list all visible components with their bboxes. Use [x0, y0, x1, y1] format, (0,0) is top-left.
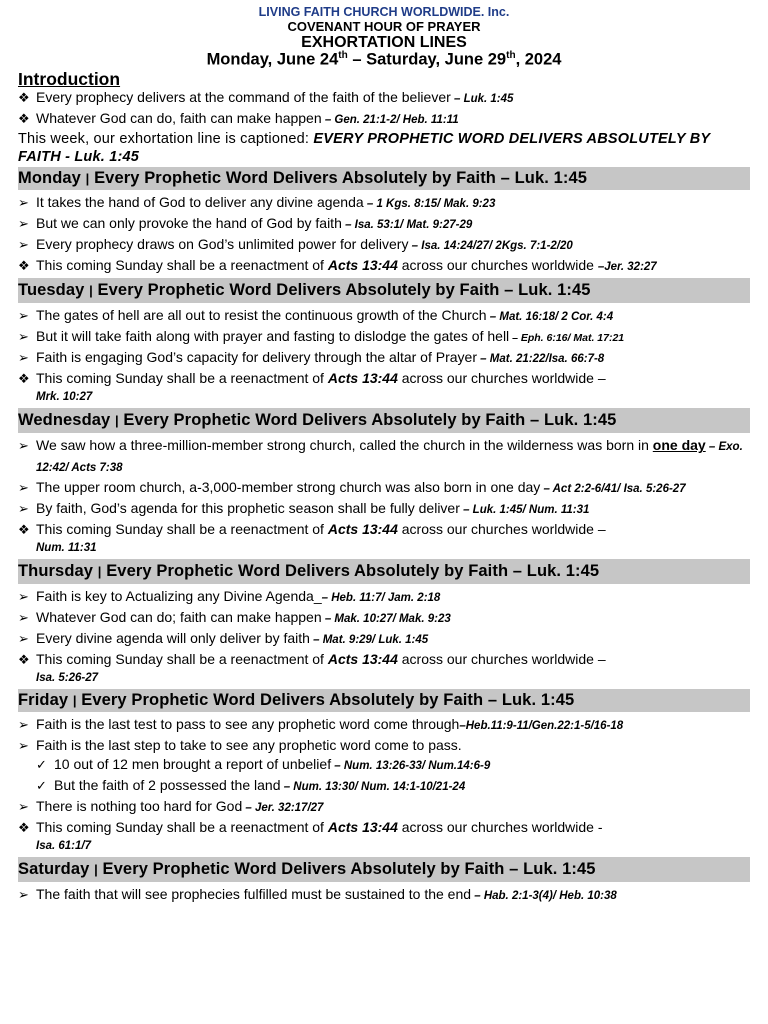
sunday-ref: Num. 11:31	[36, 542, 97, 555]
arrow-icon: ➢	[18, 438, 29, 454]
day-heading-thursday	[18, 559, 750, 584]
arrow-icon: ➢	[18, 308, 29, 324]
sunday-acts: Acts 13:44	[327, 521, 398, 538]
item-ref: – 1 Kgs. 8:15/ Mak. 9:23	[363, 198, 496, 211]
sunday-item	[18, 818, 750, 856]
list-item	[18, 715, 750, 736]
item-ref: – Heb. 11:7/ Jam. 2:18	[321, 592, 441, 605]
arrow-icon: ➢	[18, 216, 29, 232]
end-day: – Saturday, June 29	[347, 50, 507, 69]
arrow-icon: ➢	[18, 610, 29, 626]
day-heading-friday	[18, 689, 750, 712]
arrow-icon: ➢	[18, 329, 29, 345]
item-ref: – Mak. 10:27/ Mak. 9:23	[321, 613, 451, 626]
separator: |	[114, 413, 119, 429]
sunday-item	[18, 369, 750, 407]
caption-bold: EVERY PROPHETIC WORD DELIVERS ABSOLUTELY BY FAITH - Luk. 1:45	[18, 131, 711, 166]
day-heading-monday	[18, 167, 750, 190]
sunday-acts: Acts 13:44	[327, 370, 398, 387]
sunday-post: across our churches worldwide	[397, 651, 598, 668]
item-text: Faith is the last test to pass to see any prophetic word come through	[36, 716, 460, 733]
program-name: COVENANT HOUR OF PRAYER	[287, 18, 481, 34]
sunday-ref: Mrk. 10:27	[36, 391, 93, 404]
check-icon: ✓	[36, 757, 47, 773]
list-item	[18, 797, 750, 818]
item-text: The upper room church, a-3,000-member strong church was also born in one day	[36, 479, 541, 496]
start-day: Monday, June 24	[206, 50, 339, 69]
sub-item	[18, 755, 750, 776]
item-text: 10 out of 12 men brought a report of unbelief	[54, 756, 332, 773]
diamond-icon: ❖	[18, 820, 30, 836]
item-ref: – Hab. 2:1-3(4)/ Heb. 10:38	[471, 890, 617, 903]
day-name: Thursday	[18, 562, 94, 581]
sunday-post: across our churches worldwide	[397, 370, 598, 387]
sunday-pre: This coming Sunday shall be a reenactment of	[36, 651, 328, 668]
diamond-icon: ❖	[18, 522, 30, 538]
arrow-icon: ➢	[18, 717, 29, 733]
separator: |	[85, 171, 90, 187]
item-text: But we can only provoke the hand of God by faith	[36, 215, 342, 232]
arrow-icon: ➢	[18, 350, 29, 366]
item-text: We saw how a three-million-member strong church, called the church in the wilderness was born in	[36, 437, 653, 454]
list-item	[18, 306, 750, 327]
item-ref: – Act 2:2-6/41/ Isa. 5:26-27	[540, 483, 686, 496]
list-item	[18, 608, 750, 629]
item-ref: – Jer. 32:17/27	[242, 802, 324, 815]
sunday-ref: Isa. 5:26-27	[36, 672, 99, 685]
item-text: Whatever God can do; faith can make happen	[36, 609, 322, 626]
separator: |	[94, 862, 98, 878]
date-range	[18, 51, 750, 69]
arrow-icon: ➢	[18, 631, 29, 647]
document-title: EXHORTATION LINES	[301, 33, 467, 51]
day-name: Tuesday	[18, 281, 85, 300]
sunday-pre: This coming Sunday shall be a reenactment of	[36, 370, 328, 387]
arrow-icon: ➢	[18, 195, 29, 211]
year: , 2024	[515, 50, 562, 69]
day-name: Friday	[18, 691, 69, 710]
sunday-item	[18, 520, 750, 558]
day-theme: Every Prophetic Word Delivers Absolutely by Faith – Luk. 1:45	[102, 860, 596, 879]
list-item	[18, 587, 750, 608]
item-text: Faith is key to Actualizing any Divine Agenda_	[36, 588, 322, 605]
item-ref: – Eph. 6:16/ Mat. 17:21	[509, 332, 625, 345]
sunday-dash: -	[597, 819, 603, 836]
day-name: Saturday	[18, 860, 90, 879]
end-sup: th	[506, 49, 516, 61]
arrow-icon: ➢	[18, 887, 29, 903]
item-ref: – Isa. 53:1/ Mat. 9:27-29	[341, 219, 473, 232]
item-ref: – Exo. 12:42/ Acts 7:38	[36, 441, 743, 475]
list-item	[18, 214, 750, 235]
sunday-ref: Isa. 61:1/7	[36, 840, 91, 853]
sunday-pre: This coming Sunday shall be a reenactment of	[36, 257, 328, 274]
item-text: Every prophecy draws on God’s unlimited power for delivery	[36, 236, 409, 253]
intro-bullet	[18, 109, 750, 130]
day-theme: Every Prophetic Word Delivers Absolutely by Faith – Luk. 1:45	[81, 691, 575, 710]
caption-line	[18, 130, 750, 166]
item-text: By faith, God’s agenda for this prophetic season shall be fully deliver	[36, 500, 460, 517]
sunday-post: across our churches worldwide	[397, 819, 598, 836]
arrow-icon: ➢	[18, 799, 29, 815]
day-theme: Every Prophetic Word Delivers Absolutely by Faith – Luk. 1:45	[97, 281, 591, 300]
sunday-dash: –	[597, 651, 606, 668]
church-name: LIVING FAITH CHURCH WORLDWIDE. Inc.	[258, 5, 510, 19]
bullet-text: Whatever God can do, faith can make happen	[36, 110, 322, 127]
arrow-icon: ➢	[18, 237, 29, 253]
sunday-acts: Acts 13:44	[327, 257, 398, 274]
separator: |	[97, 564, 102, 580]
item-text: It takes the hand of God to deliver any divine agenda	[36, 194, 364, 211]
check-icon: ✓	[36, 778, 47, 794]
sunday-pre: This coming Sunday shall be a reenactment of	[36, 819, 328, 836]
day-name: Monday	[18, 169, 81, 188]
item-ref: – Mat. 16:18/ 2 Cor. 4:4	[486, 311, 614, 324]
item-ref: –Heb.11:9-11/Gen.22:1-5/16-18	[459, 720, 624, 733]
arrow-icon: ➢	[18, 480, 29, 496]
item-ref: – Mat. 21:22/Isa. 66:7-8	[476, 353, 605, 366]
list-item	[18, 327, 750, 348]
item-underline: one day	[652, 437, 706, 454]
sunday-item	[18, 650, 750, 688]
item-text: But it will take faith along with prayer and fasting to dislodge the gates of hell	[36, 328, 510, 345]
item-ref: – Mat. 9:29/ Luk. 1:45	[309, 634, 429, 647]
item-text: The faith that will see prophecies fulfilled must be sustained to the end	[36, 886, 472, 903]
intro-heading: Introduction	[18, 69, 121, 90]
sunday-item	[18, 256, 750, 277]
list-item	[18, 629, 750, 650]
bullet-ref: – Luk. 1:45	[450, 93, 514, 106]
sunday-post: across our churches worldwide	[397, 521, 598, 538]
item-ref: – Num. 13:26-33/ Num.14:6-9	[331, 760, 491, 773]
bullet-text: Every prophecy delivers at the command of the faith of the believer	[36, 89, 451, 106]
document-header	[18, 6, 750, 69]
diamond-icon: ❖	[18, 258, 30, 274]
sunday-acts: Acts 13:44	[327, 819, 398, 836]
list-item	[18, 348, 750, 369]
separator: |	[72, 693, 77, 709]
item-text: Faith is engaging God’s capacity for delivery through the altar of Prayer	[36, 349, 477, 366]
sunday-dash: –	[597, 521, 606, 538]
item-ref: – Isa. 14:24/27/ 2Kgs. 7:1-2/20	[408, 240, 573, 253]
day-theme: Every Prophetic Word Delivers Absolutely by Faith – Luk. 1:45	[94, 169, 588, 188]
sunday-dash: –	[597, 370, 606, 387]
item-text: But the faith of 2 possessed the land	[54, 777, 281, 794]
intro-bullet	[18, 88, 750, 109]
separator: |	[89, 283, 93, 299]
sub-item	[18, 776, 750, 797]
day-theme: Every Prophetic Word Delivers Absolutely by Faith – Luk. 1:45	[123, 411, 617, 430]
item-ref: – Num. 13:30/ Num. 14:1-10/21-24	[280, 781, 466, 794]
item-text: The gates of hell are all out to resist the continuous growth of the Church	[36, 307, 487, 324]
start-sup: th	[338, 49, 348, 61]
sunday-post: across our churches worldwide	[397, 257, 598, 274]
list-item	[18, 193, 750, 214]
arrow-icon: ➢	[18, 501, 29, 517]
day-heading-tuesday	[18, 278, 750, 303]
list-item	[18, 499, 750, 520]
list-item	[18, 436, 750, 478]
day-heading-wednesday	[18, 408, 750, 433]
diamond-icon: ❖	[18, 90, 30, 106]
arrow-icon: ➢	[18, 589, 29, 605]
list-item	[18, 736, 750, 755]
list-item	[18, 235, 750, 256]
diamond-icon: ❖	[18, 111, 30, 127]
item-text: There is nothing too hard for God	[36, 798, 243, 815]
diamond-icon: ❖	[18, 652, 30, 668]
item-text: Faith is the last step to take to see any prophetic word come to pass.	[36, 737, 462, 754]
list-item	[18, 478, 750, 499]
arrow-icon: ➢	[18, 738, 29, 754]
day-heading-saturday	[18, 857, 750, 882]
caption-prefix: This week, our exhortation line is captioned:	[18, 131, 314, 148]
sunday-ref: –Jer. 32:27	[597, 261, 657, 274]
bullet-ref: – Gen. 21:1-2/ Heb. 11:11	[321, 114, 459, 127]
item-text: Every divine agenda will only deliver by faith	[36, 630, 310, 647]
item-ref: – Luk. 1:45/ Num. 11:31	[459, 504, 590, 517]
day-theme: Every Prophetic Word Delivers Absolutely by Faith – Luk. 1:45	[106, 562, 600, 581]
list-item	[18, 885, 750, 906]
sunday-acts: Acts 13:44	[327, 651, 398, 668]
sunday-pre: This coming Sunday shall be a reenactment of	[36, 521, 328, 538]
day-name: Wednesday	[18, 411, 111, 430]
diamond-icon: ❖	[18, 371, 30, 387]
